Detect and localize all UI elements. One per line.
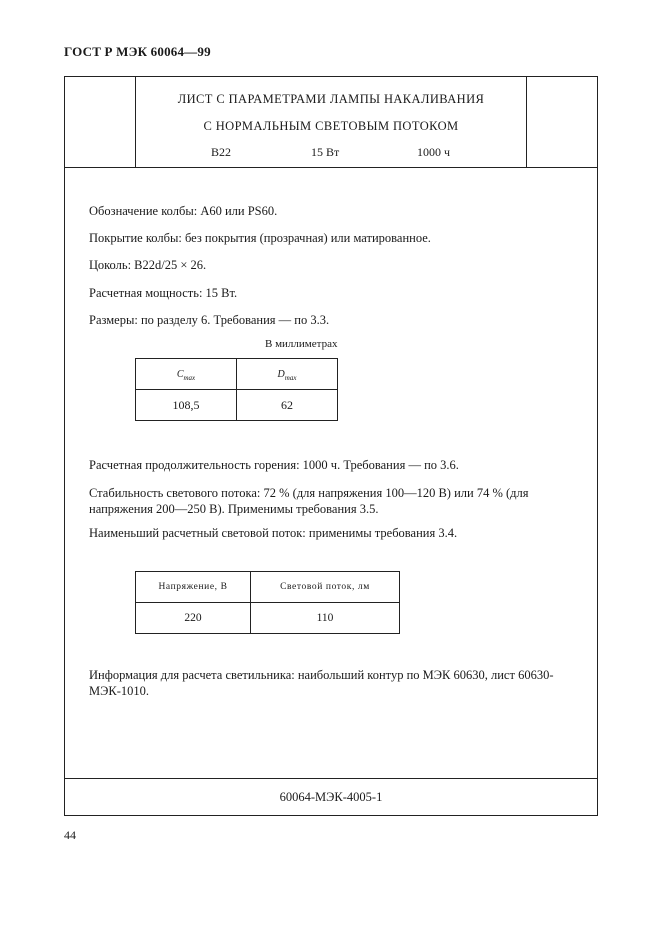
- table-header-cell: $D_{max}$: [237, 359, 338, 390]
- table-header-cell: Напряжение, В: [136, 572, 251, 603]
- table-cell: 220: [136, 603, 251, 634]
- cap-type: B22: [211, 145, 232, 159]
- document-standard-header: ГОСТ Р МЭК 60064—99: [64, 44, 211, 59]
- table-cell: 62: [237, 390, 338, 421]
- title-left-cell: [65, 77, 136, 167]
- table-row: [136, 572, 400, 603]
- bulb-coating: Покрытие колбы: без покрытия (прозрачная) или матированное.: [89, 231, 431, 245]
- cap-specification: Цоколь: B22d/25 × 26.: [89, 258, 207, 272]
- title-line-2: С НОРМАЛЬНЫМ СВЕТОВЫМ ПОТОКОМ: [203, 119, 459, 133]
- units-note: В миллиметрах: [265, 338, 338, 350]
- table-row: [136, 359, 338, 390]
- title-right-cell: [526, 77, 597, 167]
- rated-life: Расчетная продолжительность горения: 1000 ч. Требования — по 3.6.: [89, 458, 459, 472]
- life-rating: 1000 ч: [417, 145, 451, 159]
- dimensions-text: Размеры: по разделу 6. Требования — по 3.3.: [89, 313, 330, 327]
- luminaire-info: Информация для расчета светильника: наибольший контур по МЭК 60630, лист 60630-МЭК-1010.: [89, 668, 554, 698]
- table-cell: 110: [251, 603, 400, 634]
- flux-stability: Стабильность светового потока: 72 % (для напряжения 100—120 В) или 74 % (для напряжения 200—250 В). Применимы требования 3.5.: [89, 486, 529, 516]
- dimensions-table: [135, 358, 338, 421]
- table-cell: 108,5: [136, 390, 237, 421]
- page-number: 44: [64, 828, 76, 842]
- power-rating: 15 Вт: [311, 145, 340, 159]
- table-header-cell: $C_{max}$: [136, 359, 237, 390]
- bulb-designation: Обозначение колбы: A60 или PS60.: [89, 204, 278, 218]
- table-row: [136, 390, 338, 421]
- sheet-id-footer: 60064-МЭК-4005-1: [65, 778, 597, 815]
- title-line-1: ЛИСТ С ПАРАМЕТРАМИ ЛАМПЫ НАКАЛИВАНИЯ: [177, 92, 485, 106]
- table-header-cell: Световой поток, лм: [251, 572, 400, 603]
- title-block: [65, 77, 597, 168]
- minimum-flux: Наименьший расчетный световой поток: применимы требования 3.4.: [89, 526, 458, 540]
- sheet-frame: [64, 76, 598, 816]
- rated-power: Расчетная мощность: 15 Вт.: [89, 286, 238, 300]
- title-center-cell: [135, 77, 527, 167]
- table-row: [136, 603, 400, 634]
- flux-table: [135, 571, 400, 634]
